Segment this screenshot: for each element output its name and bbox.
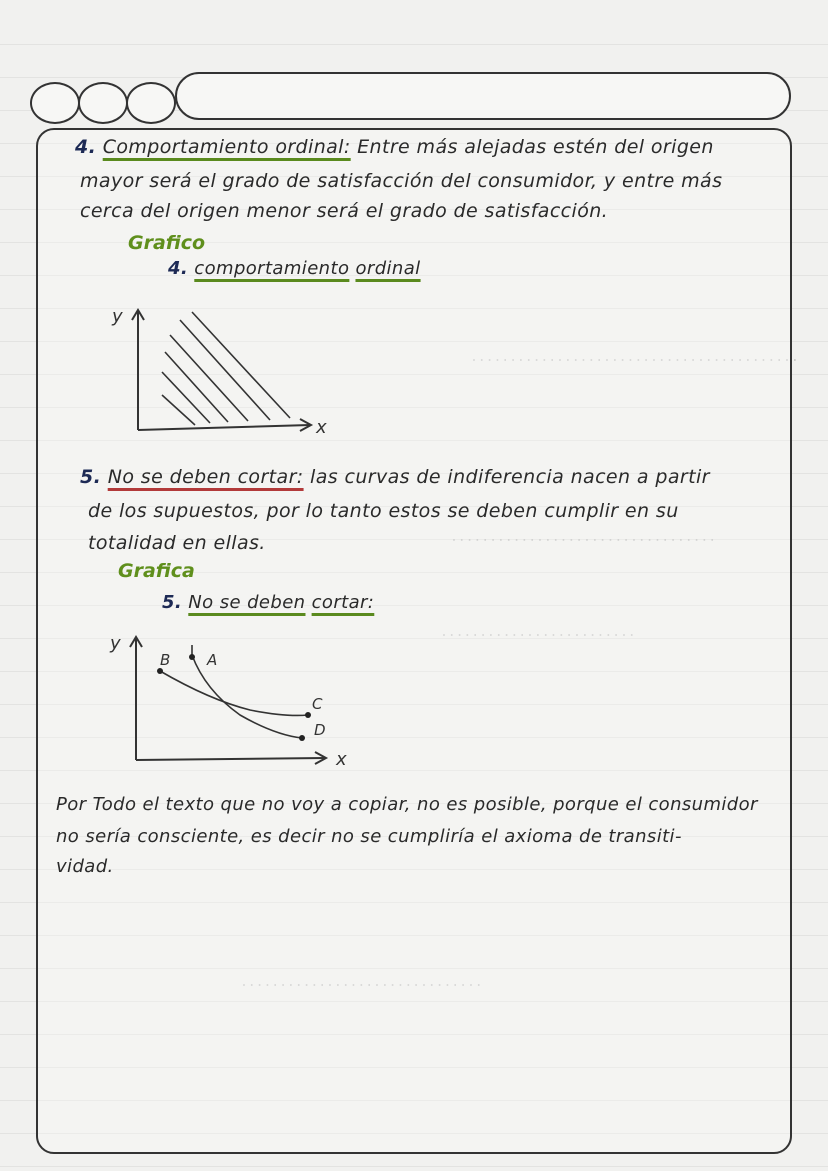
section4-line1 xyxy=(75,136,714,158)
conclusion-line2: no sería consciente, es decir no se cumpliría el axioma de transiti- xyxy=(56,826,682,847)
graph5-x-label: x xyxy=(336,749,347,770)
graph5-label-a: A xyxy=(207,651,218,669)
graph5-heading: Grafica xyxy=(118,560,195,582)
section5-number: 5. xyxy=(80,466,102,488)
section5-line1 xyxy=(80,466,710,488)
section5-line3: totalidad en ellas. xyxy=(88,532,266,554)
graph5-label-b: B xyxy=(160,651,171,669)
graph4-caption-number: 4. xyxy=(168,258,189,279)
graph4-curve xyxy=(170,335,248,421)
graph5-point-c xyxy=(305,712,311,718)
graph5-crossing-curves xyxy=(100,625,360,775)
section5-line2: de los supuestos, por lo tanto estos se deben cumplir en su xyxy=(88,500,679,522)
graph4-heading: Grafico xyxy=(128,232,206,254)
graph4-curve xyxy=(162,372,210,423)
graph5-point-d xyxy=(299,735,305,741)
graph4-curve xyxy=(192,312,290,418)
section4-line2: mayor será el grado de satisfacción del consumidor, y entre más xyxy=(80,170,723,192)
bleed-through-text: ......................... xyxy=(440,625,636,640)
conclusion-line1: Por Todo el texto que no voy a copiar, no es posible, porque el consumidor xyxy=(56,794,758,815)
header-circle-2 xyxy=(78,82,128,124)
section4-title: Comportamiento ordinal: xyxy=(102,136,351,158)
graph5-curve-bc xyxy=(160,671,308,715)
graph4-indifference-map xyxy=(100,300,360,450)
graph5-caption-number: 5. xyxy=(162,592,183,613)
graph4-curve xyxy=(162,395,195,425)
bleed-through-text: ............................... xyxy=(240,975,483,990)
graph4-x-axis xyxy=(138,425,310,430)
graph5-caption-word2: cortar: xyxy=(311,592,375,613)
graph5-y-label: y xyxy=(110,633,121,654)
section5-title: No se deben cortar: xyxy=(107,466,304,488)
header-title-field xyxy=(175,72,791,120)
graph4-caption-word1: comportamiento xyxy=(194,258,350,279)
section5-text-1: las curvas de indiferencia nacen a partir xyxy=(310,466,710,488)
graph4-y-label: y xyxy=(112,306,123,327)
graph5-caption-word1: No se deben xyxy=(188,592,306,613)
section4-line3: cerca del origen menor será el grado de satisfacción. xyxy=(80,200,609,222)
graph4-caption xyxy=(168,258,421,279)
bleed-through-text: .......................................... xyxy=(470,350,799,365)
graph4-caption-word2: ordinal xyxy=(355,258,421,279)
bleed-through-text: .................................. xyxy=(450,530,717,545)
section4-text-1: Entre más alejadas estén del origen xyxy=(357,136,714,158)
header-circle-3 xyxy=(126,82,176,124)
section4-number: 4. xyxy=(75,136,97,158)
header-circle-1 xyxy=(30,82,80,124)
graph5-x-axis xyxy=(136,758,325,760)
conclusion-line3: vidad. xyxy=(56,856,114,877)
graph5-caption xyxy=(162,592,374,613)
graph5-label-d: D xyxy=(314,721,326,739)
graph5-point-a xyxy=(189,654,195,660)
graph4-x-label: x xyxy=(316,417,327,438)
graph5-label-c: C xyxy=(312,695,323,713)
